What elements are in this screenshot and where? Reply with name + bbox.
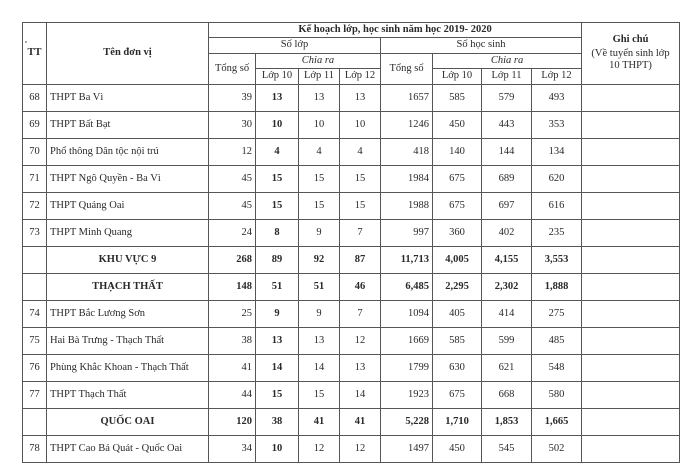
row-students-grade11: 697: [482, 193, 532, 220]
row-tt: [23, 409, 47, 436]
row-students-grade11: 579: [482, 85, 532, 112]
row-classes-total: 44: [209, 382, 256, 409]
row-unit-name: THPT Bắc Lương Sơn: [47, 301, 209, 328]
row-students-grade10: 360: [433, 220, 482, 247]
table-row: [23, 193, 680, 220]
table-row: [23, 328, 680, 355]
row-students-grade10: 2,295: [433, 274, 482, 301]
row-classes-total: 34: [209, 436, 256, 463]
row-classes-grade12: 4: [340, 139, 381, 166]
row-tt: 78: [23, 436, 47, 463]
header-students-breakdown: Chia ra: [433, 54, 582, 69]
row-note: [582, 166, 680, 193]
row-students-grade10: 450: [433, 436, 482, 463]
row-classes-total: 12: [209, 139, 256, 166]
header-classes-grade12: Lớp 12: [340, 69, 381, 85]
row-classes-total: 45: [209, 166, 256, 193]
row-classes-grade12: 7: [340, 301, 381, 328]
table-header: [23, 23, 680, 85]
row-students-total: 6,485: [381, 274, 433, 301]
header-note-subtitle: (Về tuyển sinh lớp 10 THPT): [591, 47, 670, 71]
row-students-total: 1988: [381, 193, 433, 220]
row-classes-grade12: 13: [340, 85, 381, 112]
row-tt: 77: [23, 382, 47, 409]
row-tt: 74: [23, 301, 47, 328]
row-students-total: 1657: [381, 85, 433, 112]
row-classes-grade11: 14: [299, 355, 340, 382]
row-students-grade12: 353: [532, 112, 582, 139]
row-classes-grade10: 15: [256, 166, 299, 193]
table-group-row: [23, 409, 680, 436]
row-classes-grade11: 15: [299, 193, 340, 220]
row-classes-grade12: 14: [340, 382, 381, 409]
row-classes-grade12: 13: [340, 355, 381, 382]
table-row: [23, 112, 680, 139]
header-tt: TT: [23, 23, 47, 85]
row-students-total: 1923: [381, 382, 433, 409]
row-classes-grade12: 15: [340, 193, 381, 220]
row-classes-grade11: 51: [299, 274, 340, 301]
row-classes-grade10: 15: [256, 193, 299, 220]
row-students-grade12: 620: [532, 166, 582, 193]
header-students-grade10: Lớp 10: [433, 69, 482, 85]
row-students-total: 1094: [381, 301, 433, 328]
row-students-grade12: 580: [532, 382, 582, 409]
header-classes-grade11: Lớp 11: [299, 69, 340, 85]
row-students-grade12: 616: [532, 193, 582, 220]
row-tt: [23, 247, 47, 274]
row-unit-name: Phùng Khắc Khoan - Thạch Thất: [47, 355, 209, 382]
row-classes-grade11: 12: [299, 436, 340, 463]
row-classes-grade10: 14: [256, 355, 299, 382]
row-classes-grade10: 13: [256, 85, 299, 112]
row-classes-grade10: 4: [256, 139, 299, 166]
row-classes-total: 38: [209, 328, 256, 355]
table-row: [23, 355, 680, 382]
row-students-grade11: 621: [482, 355, 532, 382]
row-students-grade11: 144: [482, 139, 532, 166]
row-students-grade12: 493: [532, 85, 582, 112]
row-students-grade12: 548: [532, 355, 582, 382]
row-students-grade11: 668: [482, 382, 532, 409]
row-classes-grade12: 46: [340, 274, 381, 301]
row-students-grade11: 4,155: [482, 247, 532, 274]
row-classes-grade11: 92: [299, 247, 340, 274]
row-note: [582, 355, 680, 382]
row-students-grade12: 3,553: [532, 247, 582, 274]
row-classes-grade11: 41: [299, 409, 340, 436]
row-classes-grade11: 9: [299, 301, 340, 328]
row-students-grade10: 675: [433, 382, 482, 409]
row-students-grade10: 585: [433, 328, 482, 355]
row-unit-name: THPT Quảng Oai: [47, 193, 209, 220]
header-students-grade12: Lớp 12: [532, 69, 582, 85]
row-unit-name: THPT Ba Vì: [47, 85, 209, 112]
row-tt: 72: [23, 193, 47, 220]
table-group-row: [23, 274, 680, 301]
row-classes-grade12: 10: [340, 112, 381, 139]
row-classes-grade12: 15: [340, 166, 381, 193]
row-students-grade10: 450: [433, 112, 482, 139]
table-row: [23, 166, 680, 193]
table-row: [23, 301, 680, 328]
row-students-grade11: 689: [482, 166, 532, 193]
row-classes-grade11: 4: [299, 139, 340, 166]
row-classes-grade10: 38: [256, 409, 299, 436]
row-note: [582, 139, 680, 166]
row-note: [582, 247, 680, 274]
header-students-grade11: Lớp 11: [482, 69, 532, 85]
row-note: [582, 301, 680, 328]
table-row: [23, 220, 680, 247]
row-classes-total: 120: [209, 409, 256, 436]
row-students-grade10: 630: [433, 355, 482, 382]
row-students-grade10: 4,005: [433, 247, 482, 274]
row-students-total: 1984: [381, 166, 433, 193]
row-students-grade12: 275: [532, 301, 582, 328]
row-tt: 75: [23, 328, 47, 355]
header-plan-title: Kế hoạch lớp, học sinh năm học 2019- 2020: [209, 23, 582, 38]
header-unit-name: Tên đơn vị: [47, 23, 209, 85]
row-classes-total: 41: [209, 355, 256, 382]
row-note: [582, 112, 680, 139]
row-classes-grade12: 7: [340, 220, 381, 247]
row-classes-grade10: 51: [256, 274, 299, 301]
row-classes-grade10: 10: [256, 436, 299, 463]
row-students-grade11: 414: [482, 301, 532, 328]
row-note: [582, 382, 680, 409]
row-note: [582, 85, 680, 112]
row-tt: 76: [23, 355, 47, 382]
row-note: [582, 193, 680, 220]
row-students-total: 11,713: [381, 247, 433, 274]
row-students-grade12: 502: [532, 436, 582, 463]
row-classes-grade12: 41: [340, 409, 381, 436]
row-students-total: 1669: [381, 328, 433, 355]
header-classes: Số lớp: [209, 38, 381, 54]
row-tt: 73: [23, 220, 47, 247]
row-unit-name: Hai Bà Trưng - Thạch Thất: [47, 328, 209, 355]
row-note: [582, 328, 680, 355]
header-classes-breakdown: Chia ra: [256, 54, 381, 69]
row-students-total: 418: [381, 139, 433, 166]
row-students-grade10: 140: [433, 139, 482, 166]
row-unit-name: THPT Ngô Quyền - Ba Vì: [47, 166, 209, 193]
row-classes-total: 25: [209, 301, 256, 328]
row-classes-grade10: 10: [256, 112, 299, 139]
row-unit-name: QUỐC OAI: [47, 409, 209, 436]
row-classes-grade12: 12: [340, 436, 381, 463]
row-unit-name: THPT Thạch Thất: [47, 382, 209, 409]
row-students-total: 1246: [381, 112, 433, 139]
class-student-plan-table: [22, 22, 680, 463]
row-tt: 69: [23, 112, 47, 139]
row-classes-total: 45: [209, 193, 256, 220]
row-unit-name: Phổ thông Dân tộc nội trú: [47, 139, 209, 166]
row-students-total: 997: [381, 220, 433, 247]
row-unit-name: THPT Bất Bạt: [47, 112, 209, 139]
row-classes-grade10: 9: [256, 301, 299, 328]
row-students-grade10: 1,710: [433, 409, 482, 436]
row-students-grade11: 545: [482, 436, 532, 463]
row-classes-grade11: 13: [299, 328, 340, 355]
header-classes-total: Tổng số: [209, 54, 256, 85]
row-note: [582, 409, 680, 436]
row-classes-grade11: 10: [299, 112, 340, 139]
row-classes-total: 39: [209, 85, 256, 112]
row-students-grade11: 402: [482, 220, 532, 247]
row-students-total: 5,228: [381, 409, 433, 436]
row-unit-name: THẠCH THẤT: [47, 274, 209, 301]
row-students-grade12: 485: [532, 328, 582, 355]
row-classes-grade11: 9: [299, 220, 340, 247]
header-students: Số học sinh: [381, 38, 582, 54]
header-students-total: Tổng số: [381, 54, 433, 85]
row-students-grade12: 1,888: [532, 274, 582, 301]
table-row: [23, 85, 680, 112]
row-classes-grade11: 15: [299, 382, 340, 409]
row-students-grade10: 585: [433, 85, 482, 112]
header-note-title: Ghi chú: [612, 34, 649, 46]
table-row: [23, 139, 680, 166]
row-classes-grade10: 8: [256, 220, 299, 247]
table-group-row: [23, 247, 680, 274]
row-students-grade10: 405: [433, 301, 482, 328]
row-unit-name: KHU VỰC 9: [47, 247, 209, 274]
row-students-grade12: 1,665: [532, 409, 582, 436]
row-students-grade12: 134: [532, 139, 582, 166]
row-classes-total: 30: [209, 112, 256, 139]
row-classes-grade10: 89: [256, 247, 299, 274]
row-classes-grade11: 15: [299, 166, 340, 193]
row-students-grade10: 675: [433, 166, 482, 193]
row-unit-name: THPT Cao Bá Quát - Quốc Oai: [47, 436, 209, 463]
table-row: [23, 436, 680, 463]
row-classes-total: 268: [209, 247, 256, 274]
row-students-grade11: 2,302: [482, 274, 532, 301]
row-classes-total: 148: [209, 274, 256, 301]
row-tt: [23, 274, 47, 301]
row-unit-name: THPT Minh Quang: [47, 220, 209, 247]
row-classes-grade12: 12: [340, 328, 381, 355]
row-students-grade10: 675: [433, 193, 482, 220]
row-students-grade12: 235: [532, 220, 582, 247]
header-classes-grade10: Lớp 10: [256, 69, 299, 85]
row-note: [582, 274, 680, 301]
row-classes-total: 24: [209, 220, 256, 247]
row-students-total: 1497: [381, 436, 433, 463]
row-tt: 68: [23, 85, 47, 112]
table-body: [23, 85, 680, 463]
table-row: [23, 382, 680, 409]
row-note: [582, 436, 680, 463]
row-classes-grade10: 15: [256, 382, 299, 409]
row-classes-grade11: 13: [299, 85, 340, 112]
row-students-grade11: 599: [482, 328, 532, 355]
row-students-grade11: 1,853: [482, 409, 532, 436]
row-students-total: 1799: [381, 355, 433, 382]
header-note: [582, 23, 680, 85]
row-tt: 71: [23, 166, 47, 193]
row-classes-grade10: 13: [256, 328, 299, 355]
row-classes-grade12: 87: [340, 247, 381, 274]
row-tt: 70: [23, 139, 47, 166]
row-note: [582, 220, 680, 247]
row-students-grade11: 443: [482, 112, 532, 139]
